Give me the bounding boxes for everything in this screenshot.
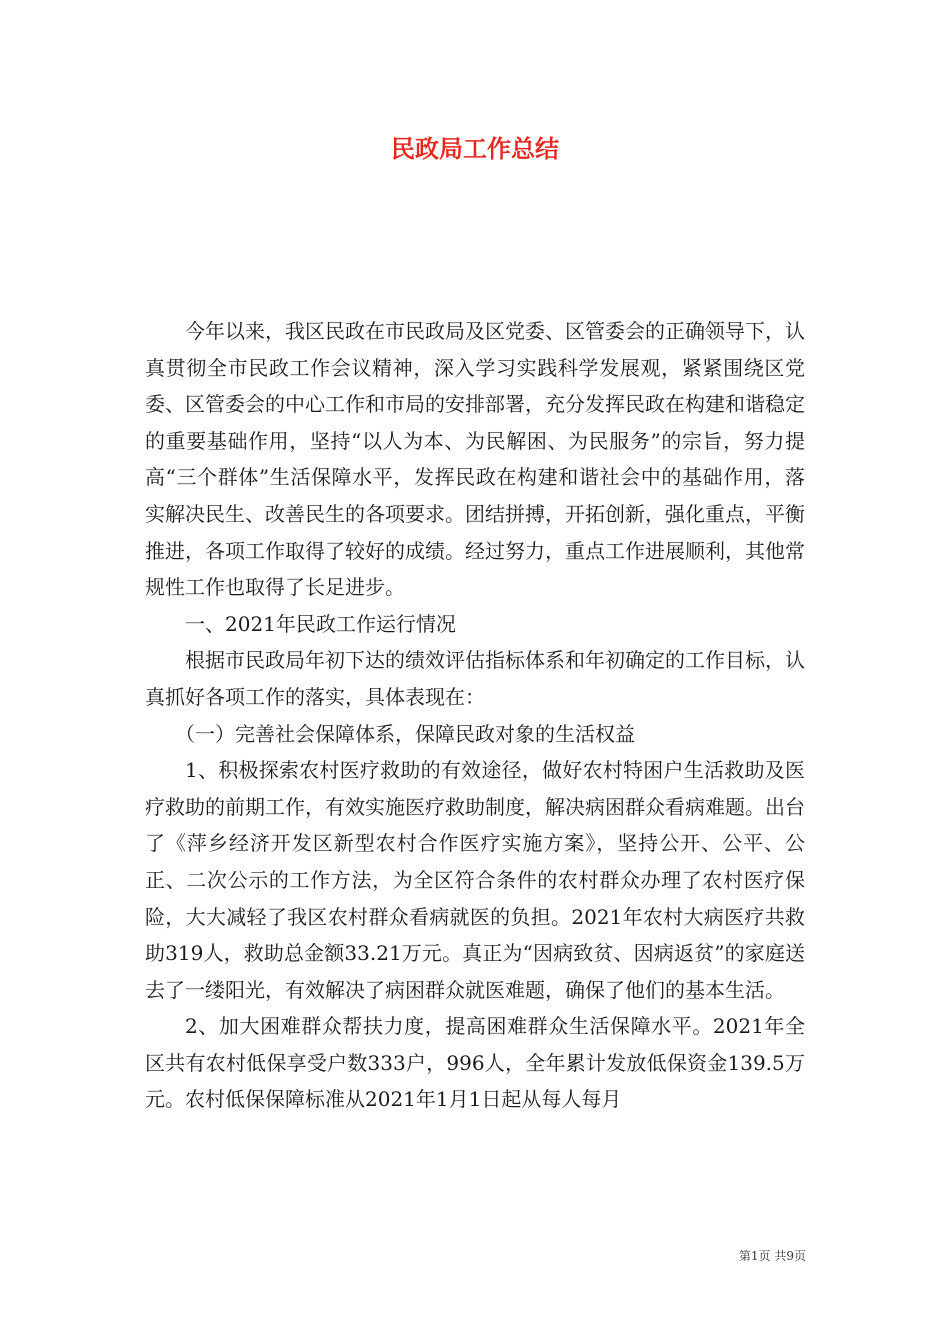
section-heading: 一、2021年民政工作运行情况 <box>185 611 456 636</box>
intro-paragraph: 今年以来，我区民政在市民政局及区党委、区管委会的正确领导下，认真贯彻全市民政工作会议精神，深入学习实践科学发展观，紧紧围绕区党委、区管委会的中心工作和市局的安排部署，充分发挥民政在构建和谐稳定的重要基础作用，坚持“以人为本、为民解困、为民服务”的宗旨，努力提高“三个群体”生活保障水平，发挥民政在构建和谐社会中的基础作用，落实解决民生、改善民生的各项要求。团结拼搏，开拓创新，强化重点，平衡推进，各项工作取得了较好的成绩。经过努力，重点工作进展顺利，其他常规性工作也取得了长足进步。 <box>145 319 805 600</box>
page-footer: 第1页 共9页 <box>738 1249 806 1263</box>
body-paragraph: 根据市民政局年初下达的绩效评估指标体系和年初确定的工作目标，认真抓好各项工作的落实，具体表现在： <box>145 648 805 709</box>
body-paragraph: 2、加大困难群众帮扶力度，提高困难群众生活保障水平。2021年全区共有农村低保享受户数333户，996人，全年累计发放低保资金139.5万元。农村低保保障标准从2021年1月1日起从每人每月 <box>145 1014 805 1112</box>
page-title: 民政局工作总结 <box>391 135 559 163</box>
subsection-heading: （一）完善社会保障体系，保障民政对象的生活权益 <box>175 721 635 746</box>
document-body <box>145 313 805 1118</box>
body-paragraph: 1、积极探索农村医疗救助的有效途径，做好农村特困户生活救助及医疗救助的前期工作，有效实施医疗救助制度，解决病困群众看病难题。出台了《萍乡经济开发区新型农村合作医疗实施方案》，坚持公开、公平、公正、二次公示的工作方法，为全区符合条件的农村群众办理了农村医疗保险，大大减轻了我区农村群众看病就医的负担。2021年农村大病医疗共救助319人，救助总金额33.21万元。真正为“因病致贫、因病返贫”的家庭送去了一缕阳光，有效解决了病困群众就医难题，确保了他们的基本生活。 <box>145 758 805 1002</box>
